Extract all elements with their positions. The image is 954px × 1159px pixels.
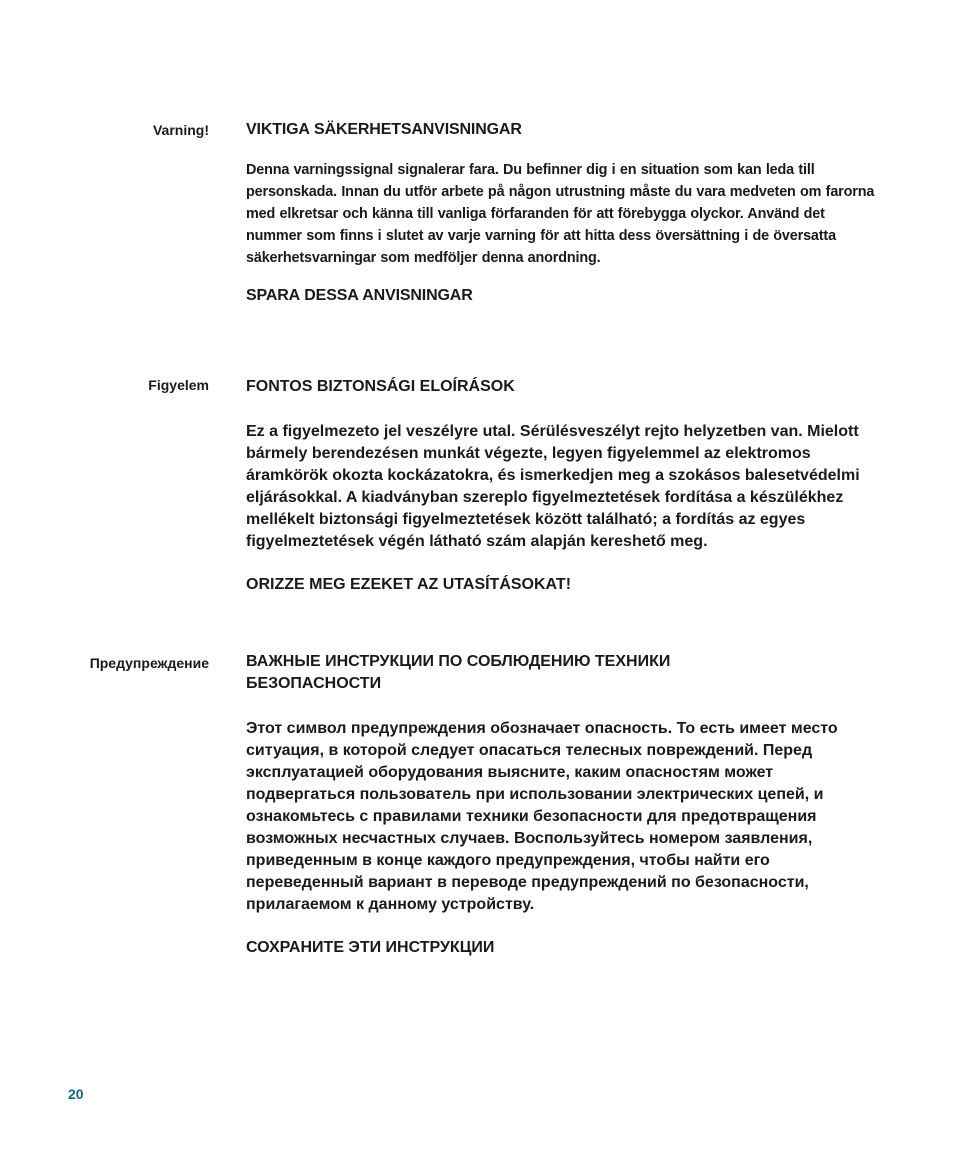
section-heading: VIKTIGA SÄKERHETSANVISNINGAR <box>246 121 522 138</box>
warning-section-swedish <box>246 119 878 307</box>
warning-section-hungarian <box>246 376 878 596</box>
warning-label-russian: Предупреждение <box>89 655 209 671</box>
section-body: Denna varningssignal signalerar fara. Du befinner dig i en situation som kan leda till personskada. Innan du utför arbete på någon utrustning måste du vara medveten om farorna med elkretsar och känna till vanliga förfaranden för att förebygga olyckor. Använd det nummer som finns i slutet av varje varning för att hitta dess översättning i de översatta säkerhetsvarningar som medföljer denna anordning. <box>246 162 875 266</box>
section-footer: SPARA DESSA ANVISNINGAR <box>246 287 473 304</box>
section-footer: ORIZZE MEG EZEKET AZ UTASÍTÁSOKAT! <box>246 576 572 593</box>
section-footer: СОХРАНИТЕ ЭТИ ИНСТРУКЦИИ <box>246 939 495 956</box>
warning-label-hungarian: Figyelem <box>148 377 209 393</box>
warning-label-swedish: Varning! <box>152 122 209 138</box>
warning-section-russian <box>246 651 838 959</box>
section-body: Этот символ предупреждения обозначает опасность. То есть имеет место ситуация, в которой следует опасаться телесных повреждений. Перед эксплуатацией оборудования выясните, каким опасностям может подвергаться пользователь при использовании электрических цепей, и ознакомьтесь с правилами техники безопасности для предотвращения возможных несчастных случаев. Воспользуйтесь номером заявления, приведенным в конце каждого предупреждения, чтобы найти его переведенный вариант в переводе предупреждений по безопасности, прилагаемом к данному устройству. <box>246 720 838 913</box>
page-number: 20 <box>68 1086 84 1102</box>
section-heading: ВАЖНЫЕ ИНСТРУКЦИИ ПО СОБЛЮДЕНИЮ ТЕХНИКИ БЕЗОПАСНОСТИ <box>246 653 671 692</box>
section-body: Ez a figyelmezeto jel veszélyre utal. Sérülésveszélyt rejto helyzetben van. Mielott bármely berendezésen munkát végezte, legyen figyelemmel az elektromos áramkörök okozta kockázatokra, és ismerkedjen meg a szokásos balesetvédelmi eljárásokkal. A kiadványban szereplo figyelmeztetések fordítása a készülékhez mellékelt biztonsági figyelmeztetések között található; a fordítás az egyes figyelmeztetések végén látható szám alapján kereshető meg. <box>246 423 860 550</box>
section-heading: FONTOS BIZTONSÁGI ELOÍRÁSOK <box>246 378 515 395</box>
